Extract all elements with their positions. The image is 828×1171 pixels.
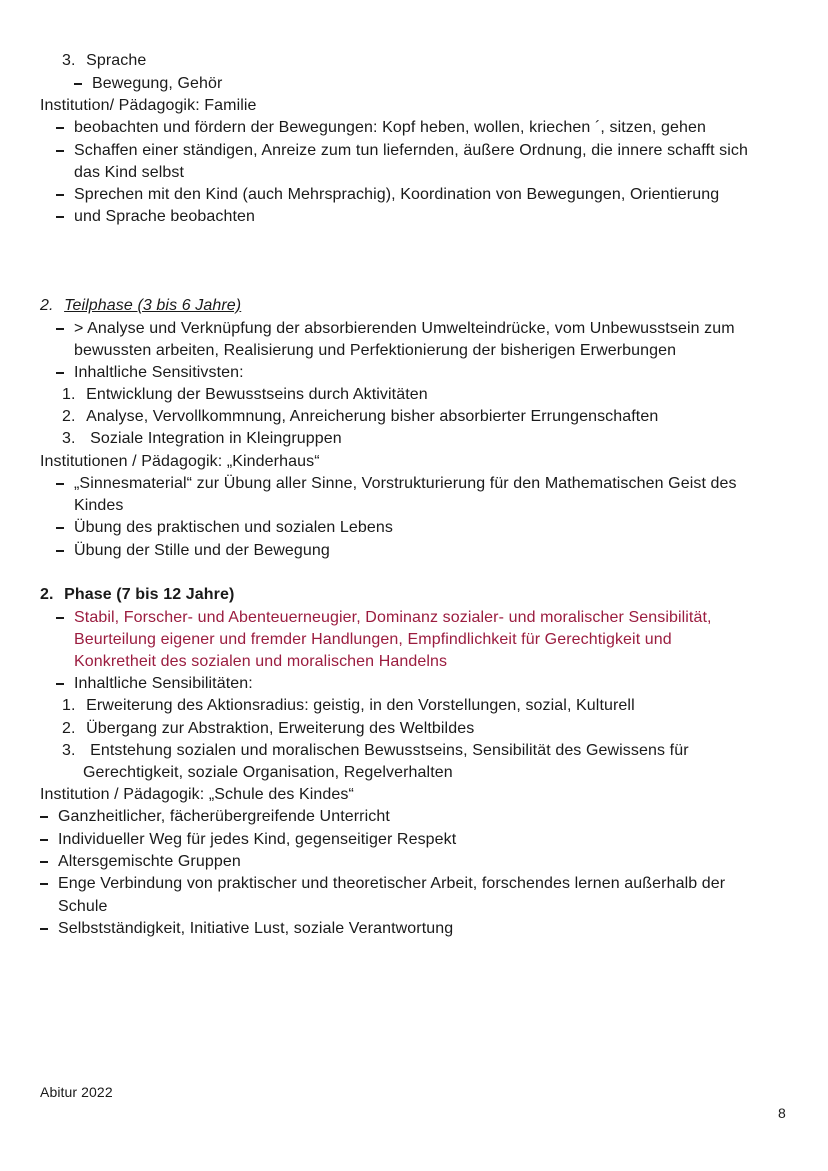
dash-bullet-icon: [56, 372, 64, 374]
section-heading: [40, 584, 234, 606]
list-item: Inhaltliche Sensitivsten:: [56, 362, 244, 384]
list-item-continuation: bewussten arbeiten, Realisierung und Perfektionierung der bisherigen Erwerbungen: [74, 342, 677, 359]
dash-bullet-icon: [56, 483, 64, 485]
dash-bullet-icon: [56, 550, 64, 552]
list-item-continuation: Schule: [58, 898, 108, 915]
dash-bullet-icon: [56, 216, 64, 218]
list-item: Individueller Weg für jedes Kind, gegenseitiger Respekt: [40, 829, 456, 851]
highlighted-list-item: Stabil, Forscher- und Abenteuerneugier, Dominanz sozialer- und moralischer Sensibilität,: [56, 607, 712, 629]
list-number: 3.: [62, 52, 76, 69]
dash-bullet-icon: [56, 527, 64, 529]
page-number: 8: [778, 1105, 786, 1121]
list-item: Selbstständigkeit, Initiative Lust, soziale Verantwortung: [40, 918, 453, 940]
list-item: [62, 50, 146, 72]
list-item: > Analyse und Verknüpfung der absorbierenden Umwelteindrücke, vom Unbewusstsein zum: [56, 318, 735, 340]
dash-bullet-icon: [56, 150, 64, 152]
numbered-item: 2. Übergang zur Abstraktion, Erweiterung des Weltbildes: [62, 720, 475, 737]
institution-label: Institutionen / Pädagogik: „Kinderhaus“: [40, 453, 320, 470]
list-item: Übung des praktischen und sozialen Lebens: [56, 517, 393, 539]
list-item: beobachten und fördern der Bewegungen: Kopf heben, wollen, kriechen ´, sitzen, gehen: [56, 117, 706, 139]
dash-bullet-icon: [74, 83, 82, 85]
numbered-item: 1. Entwicklung der Bewusstseins durch Aktivitäten: [62, 386, 428, 403]
heading-text: Phase (7 bis 12 Jahre): [64, 586, 235, 603]
section-heading: [40, 295, 241, 317]
dash-bullet-icon: [40, 928, 48, 930]
list-item: Sprechen mit den Kind (auch Mehrsprachig), Koordination von Bewegungen, Orientierung: [56, 184, 719, 206]
highlighted-continuation: Konkretheit des sozialen und moralischen Handelns: [74, 653, 448, 670]
dash-bullet-icon: [56, 127, 64, 129]
list-text: Sprache: [86, 52, 147, 69]
footer-label: Abitur 2022: [40, 1084, 113, 1100]
heading-number: 2.: [40, 297, 54, 314]
list-item: Schaffen einer ständigen, Anreize zum tun liefernden, äußere Ordnung, die innere schafft sich: [56, 140, 748, 162]
numbered-item: 3. Entstehung sozialen und moralischen Bewusstseins, Sensibilität des Gewissens für: [62, 742, 689, 759]
dash-bullet-icon: [40, 839, 48, 841]
numbered-item: 2. Analyse, Vervollkommnung, Anreicherung bisher absorbierter Errungenschaften: [62, 408, 659, 425]
list-item: Ganzheitlicher, fächerübergreifende Unterricht: [40, 806, 390, 828]
institution-label: Institution / Pädagogik: „Schule des Kindes“: [40, 786, 354, 803]
dash-bullet-icon: [56, 328, 64, 330]
list-text: Bewegung, Gehör: [92, 75, 223, 92]
list-item-continuation: das Kind selbst: [74, 164, 185, 181]
list-item: und Sprache beobachten: [56, 206, 255, 228]
numbered-item-continuation: Gerechtigkeit, soziale Organisation, Regelverhalten: [83, 764, 453, 781]
numbered-item: 3. Soziale Integration in Kleingruppen: [62, 430, 342, 447]
list-item: Altersgemischte Gruppen: [40, 851, 241, 873]
list-item-continuation: Kindes: [74, 497, 124, 514]
heading-text: Teilphase (3 bis 6 Jahre): [64, 297, 242, 314]
list-item: Enge Verbindung von praktischer und theoretischer Arbeit, forschendes lernen außerhalb der: [40, 873, 725, 895]
dash-bullet-icon: [40, 816, 48, 818]
dash-bullet-icon: [40, 861, 48, 863]
dash-bullet-icon: [56, 194, 64, 196]
numbered-item: 1. Erweiterung des Aktionsradius: geistig, in den Vorstellungen, sozial, Kulturell: [62, 697, 635, 714]
institution-label: Institution/ Pädagogik: Familie: [40, 97, 257, 114]
list-item: „Sinnesmaterial“ zur Übung aller Sinne, Vorstrukturierung für den Mathematischen Geist des: [56, 473, 737, 495]
sub-list-item: [74, 73, 222, 95]
highlighted-continuation: Beurteilung eigener und fremder Handlungen, Empfindlichkeit für Gerechtigkeit und: [74, 631, 672, 648]
list-item: Übung der Stille und der Bewegung: [56, 540, 330, 562]
dash-bullet-icon: [40, 883, 48, 885]
dash-bullet-icon: [56, 617, 64, 619]
heading-number: 2.: [40, 586, 54, 603]
dash-bullet-icon: [56, 683, 64, 685]
list-item: Inhaltliche Sensibilitäten:: [56, 673, 253, 695]
